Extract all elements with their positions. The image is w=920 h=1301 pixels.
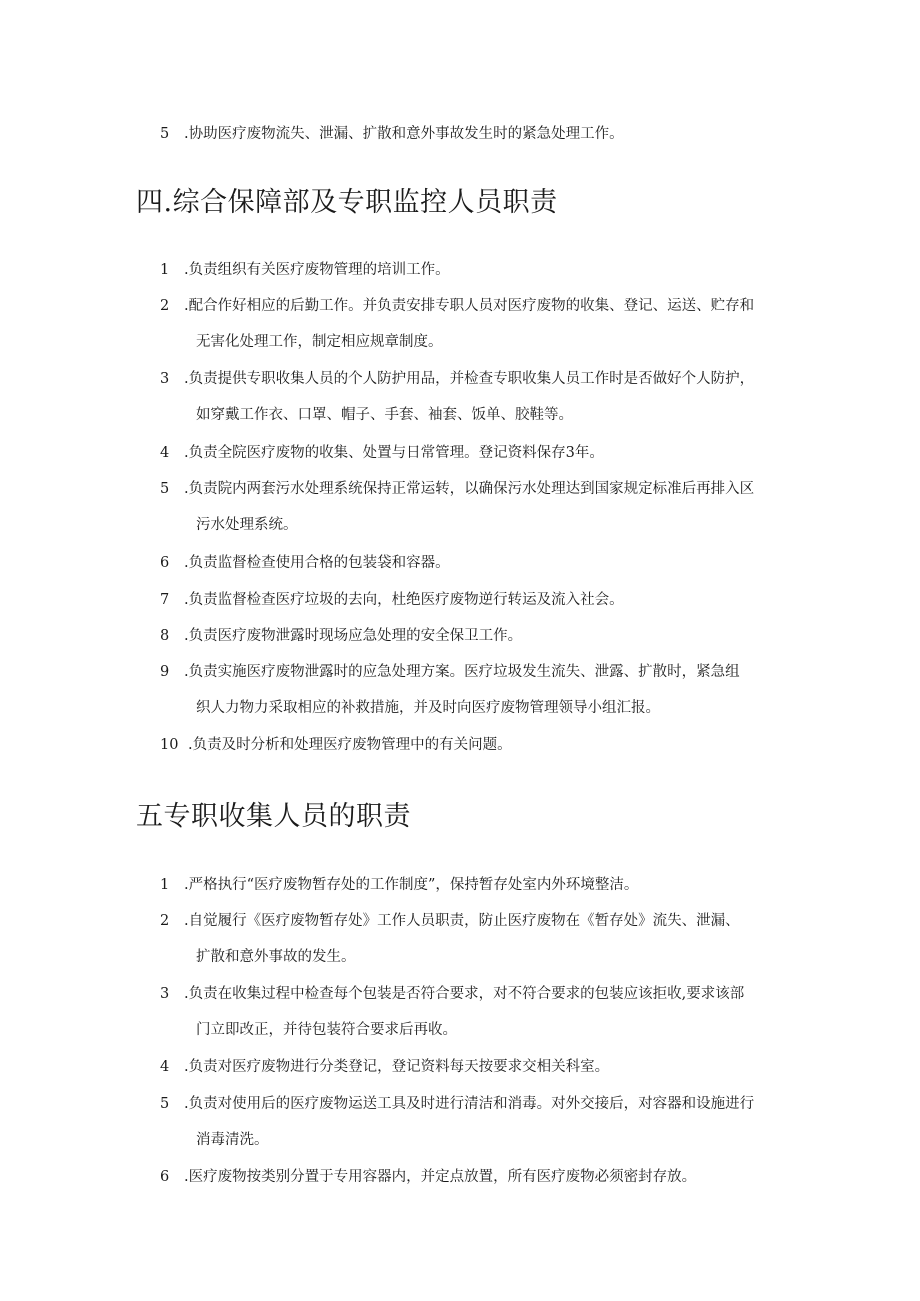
- item-text: .负责实施医疗废物泄露时的应急处理方案。医疗垃圾发生流失、泄露、扩散时，紧急组: [184, 664, 740, 680]
- item-continuation: 消毒清洗。: [196, 1132, 269, 1148]
- item-text: .医疗废物按类别分置于专用容器内，并定点放置，所有医疗废物必须密封存放。: [184, 1169, 697, 1185]
- list-item: [160, 654, 800, 726]
- list-item: [160, 903, 800, 975]
- item-number: 5: [160, 481, 170, 497]
- item-continuation: 扩散和意外事故的发生。: [196, 949, 356, 965]
- item-text: .负责组织有关医疗废物管理的培训工作。: [184, 262, 450, 278]
- item-continuation: 门立即改正，并待包装符合要求后再收。: [196, 1022, 457, 1038]
- item-number: 9: [160, 664, 170, 680]
- list-item: [160, 867, 800, 903]
- item-text: .负责提供专职收集人员的个人防护用品，并检查专职收集人员工作时是否做好个人防护，: [184, 371, 755, 387]
- item-number: 2: [160, 298, 170, 314]
- item-text: .负责对医疗废物进行分类登记，登记资料每天按要求交相关科室。: [184, 1059, 610, 1075]
- list-item: [160, 727, 800, 763]
- item-text: .负责监督检查使用合格的包装袋和容器。: [184, 555, 450, 571]
- item-text: .负责监督检查医疗垃圾的去向，杜绝医疗废物逆行转运及流入社会。: [184, 592, 624, 608]
- list-item: [160, 288, 800, 360]
- item-continuation: 无害化处理工作，制定相应规章制度。: [196, 334, 443, 350]
- item-text: .协助医疗废物流失、泄漏、扩散和意外事故发生时的紧急处理工作。: [184, 126, 624, 142]
- item-text: .自觉履行《医疗废物暂存处》工作人员职责，防止医疗废物在《暂存处》流失、泄漏、: [184, 913, 740, 929]
- item-number: 6: [160, 555, 170, 571]
- item-number: 7: [160, 592, 170, 608]
- item-number: 6: [160, 1169, 170, 1185]
- list-item: [160, 435, 800, 471]
- item-number: 4: [160, 1059, 170, 1075]
- list-item: [160, 252, 800, 288]
- item-number: 5: [160, 126, 170, 142]
- list-item: [160, 976, 800, 1048]
- item-number: 3: [160, 371, 170, 387]
- item-text: .负责及时分析和处理医疗废物管理中的有关问题。: [188, 737, 512, 753]
- list-item: [160, 471, 800, 543]
- item-text: .严格执行“医疗废物暂存处的工作制度”，保持暂存处室内外环境整洁。: [184, 877, 639, 893]
- item-number: 5: [160, 1096, 170, 1112]
- list-item: [160, 545, 800, 581]
- item-continuation: 污水处理系统。: [196, 517, 298, 533]
- section-heading: 五专职收集人员的职责: [136, 801, 411, 832]
- item-number: 10: [160, 737, 179, 753]
- list-item: [160, 618, 800, 654]
- section-heading: 四.综合保障部及专职监控人员职责: [136, 187, 558, 218]
- list-item: [160, 361, 800, 433]
- list-item: [160, 1159, 800, 1195]
- list-item: [160, 116, 800, 152]
- item-number: 8: [160, 628, 170, 644]
- item-text: .负责院内两套污水处理系统保持正常运转，以确保污水处理达到国家规定标准后再排入区: [184, 481, 755, 497]
- item-number: 3: [160, 986, 170, 1002]
- item-number: 4: [160, 445, 170, 461]
- item-text: .负责全院医疗废物的收集、处置与日常管理。登记资料保存3年。: [184, 445, 604, 461]
- list-item: [160, 1086, 800, 1158]
- list-item: [160, 582, 800, 618]
- list-item: [160, 1049, 800, 1085]
- item-continuation: 如穿戴工作衣、口罩、帽子、手套、袖套、饭单、胶鞋等。: [196, 407, 573, 423]
- item-text: .负责对使用后的医疗废物运送工具及时进行清洁和消毒。对外交接后，对容器和设施进行: [184, 1096, 755, 1112]
- item-number: 2: [160, 913, 170, 929]
- item-continuation: 织人力物力采取相应的补救措施，并及时向医疗废物管理领导小组汇报。: [196, 700, 660, 716]
- item-text: .负责在收集过程中检查每个包装是否符合要求，对不符合要求的包装应该拒收,要求该部: [184, 986, 745, 1002]
- item-text: .配合作好相应的后勤工作。并负责安排专职人员对医疗废物的收集、登记、运送、贮存和: [184, 298, 755, 314]
- item-text: .负责医疗废物泄露时现场应急处理的安全保卫工作。: [184, 628, 523, 644]
- item-number: 1: [160, 262, 170, 278]
- item-number: 1: [160, 877, 170, 893]
